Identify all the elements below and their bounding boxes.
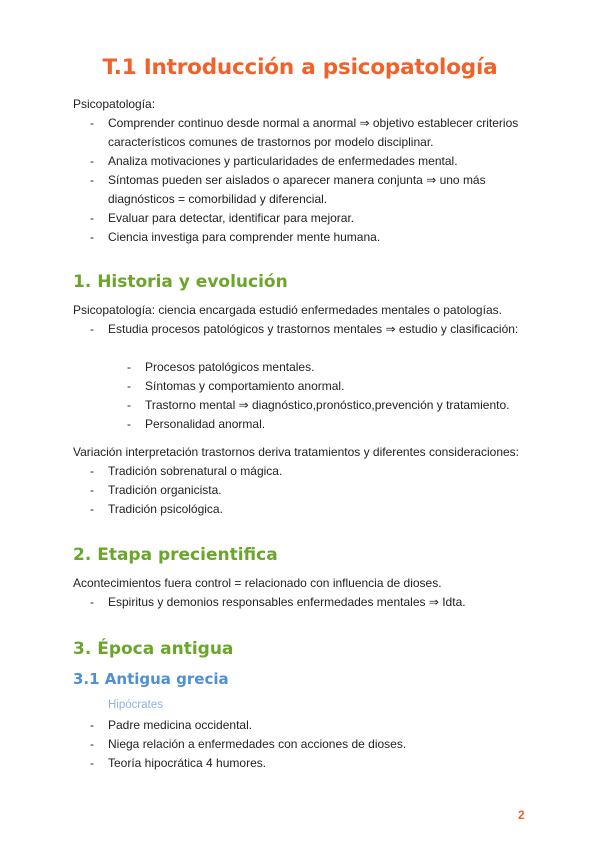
dash-marker: -: [90, 756, 94, 770]
list-item: - Evaluar para detectar, identificar para mejorar.: [90, 209, 540, 228]
dash-marker: -: [90, 173, 94, 187]
dash-marker: -: [90, 718, 94, 732]
list-item: - Tradición organicista.: [90, 481, 540, 500]
list-item: - Trastorno mental ⇒ diagnóstico,pronóstico,prevención y tratamiento.: [127, 396, 547, 415]
dash-marker: -: [127, 360, 131, 374]
dash-marker: -: [127, 398, 131, 412]
section-lead: Psicopatología: ciencia encargada estudió enfermedades mentales o patologías.: [73, 303, 502, 317]
section-heading-epoca: 3. Época antigua: [73, 639, 234, 659]
list-item: - Estudia procesos patológicos y trastornos mentales ⇒ estudio y clasificación:: [90, 320, 540, 339]
dash-marker: -: [90, 211, 94, 225]
list-item: - Espiritus y demonios responsables enfermedades mentales ⇒ Idta.: [90, 593, 540, 612]
list-item: - Procesos patológicos mentales.: [127, 358, 547, 377]
list-item: - Tradición sobrenatural o mágica.: [90, 462, 540, 481]
list-item: - Tradición psicológica.: [90, 500, 540, 519]
dash-marker: -: [127, 379, 131, 393]
dash-marker: -: [90, 154, 94, 168]
list-item: - Analiza motivaciones y particularidades de enfermedades mental.: [90, 152, 540, 171]
section-list: [90, 716, 540, 773]
section-heading-etapa: 2. Etapa precientifica: [73, 545, 278, 565]
section-list: [90, 593, 540, 612]
list-item: - Comprender continuo desde normal a anormal ⇒ objetivo establecer criterios característicos comunes de trastornos por modelo disciplinar.: [90, 116, 519, 149]
list-item: - Ciencia investiga para comprender mente humana.: [90, 228, 540, 247]
intro-lead: Psicopatología:: [73, 97, 156, 111]
subsection-heading: 3.1 Antigua grecia: [73, 670, 229, 688]
dash-marker: -: [90, 230, 94, 244]
section-lead: Variación interpretación trastornos deriva tratamientos y diferentes consideraciones:: [73, 445, 520, 459]
dash-marker: -: [90, 322, 94, 336]
dash-marker: -: [90, 116, 94, 130]
list-item: - Síntomas pueden ser aislados o aparecer manera conjunta ⇒ uno más diagnósticos = comorbilidad y diferencial.: [90, 173, 486, 206]
list-item: - Niega relación a enfermedades con acciones de dioses.: [90, 735, 540, 754]
document-title: T.1 Introducción a psicopatología: [102, 55, 498, 80]
subsubsection-heading: Hipócrates: [108, 699, 163, 711]
nested-list: [127, 358, 547, 434]
dash-marker: -: [90, 502, 94, 516]
list-item: - Teoría hipocrática 4 humores.: [90, 754, 540, 773]
list-item: - Síntomas y comportamiento anormal.: [127, 377, 547, 396]
section-lead: Acontecimientos fuera control = relacionado con influencia de dioses.: [73, 576, 442, 590]
page-number: 2: [518, 808, 525, 822]
intro-list: [90, 114, 540, 247]
section-heading-historia: 1. Historia y evolución: [73, 272, 288, 292]
dash-marker: -: [90, 464, 94, 478]
section-list: [90, 320, 540, 339]
list-item: - Padre medicina occidental.: [90, 716, 540, 735]
dash-marker: -: [127, 417, 131, 431]
dash-marker: -: [90, 737, 94, 751]
dash-marker: -: [90, 483, 94, 497]
section-list: [90, 462, 540, 519]
dash-marker: -: [90, 595, 94, 609]
list-item: - Personalidad anormal.: [127, 415, 547, 434]
